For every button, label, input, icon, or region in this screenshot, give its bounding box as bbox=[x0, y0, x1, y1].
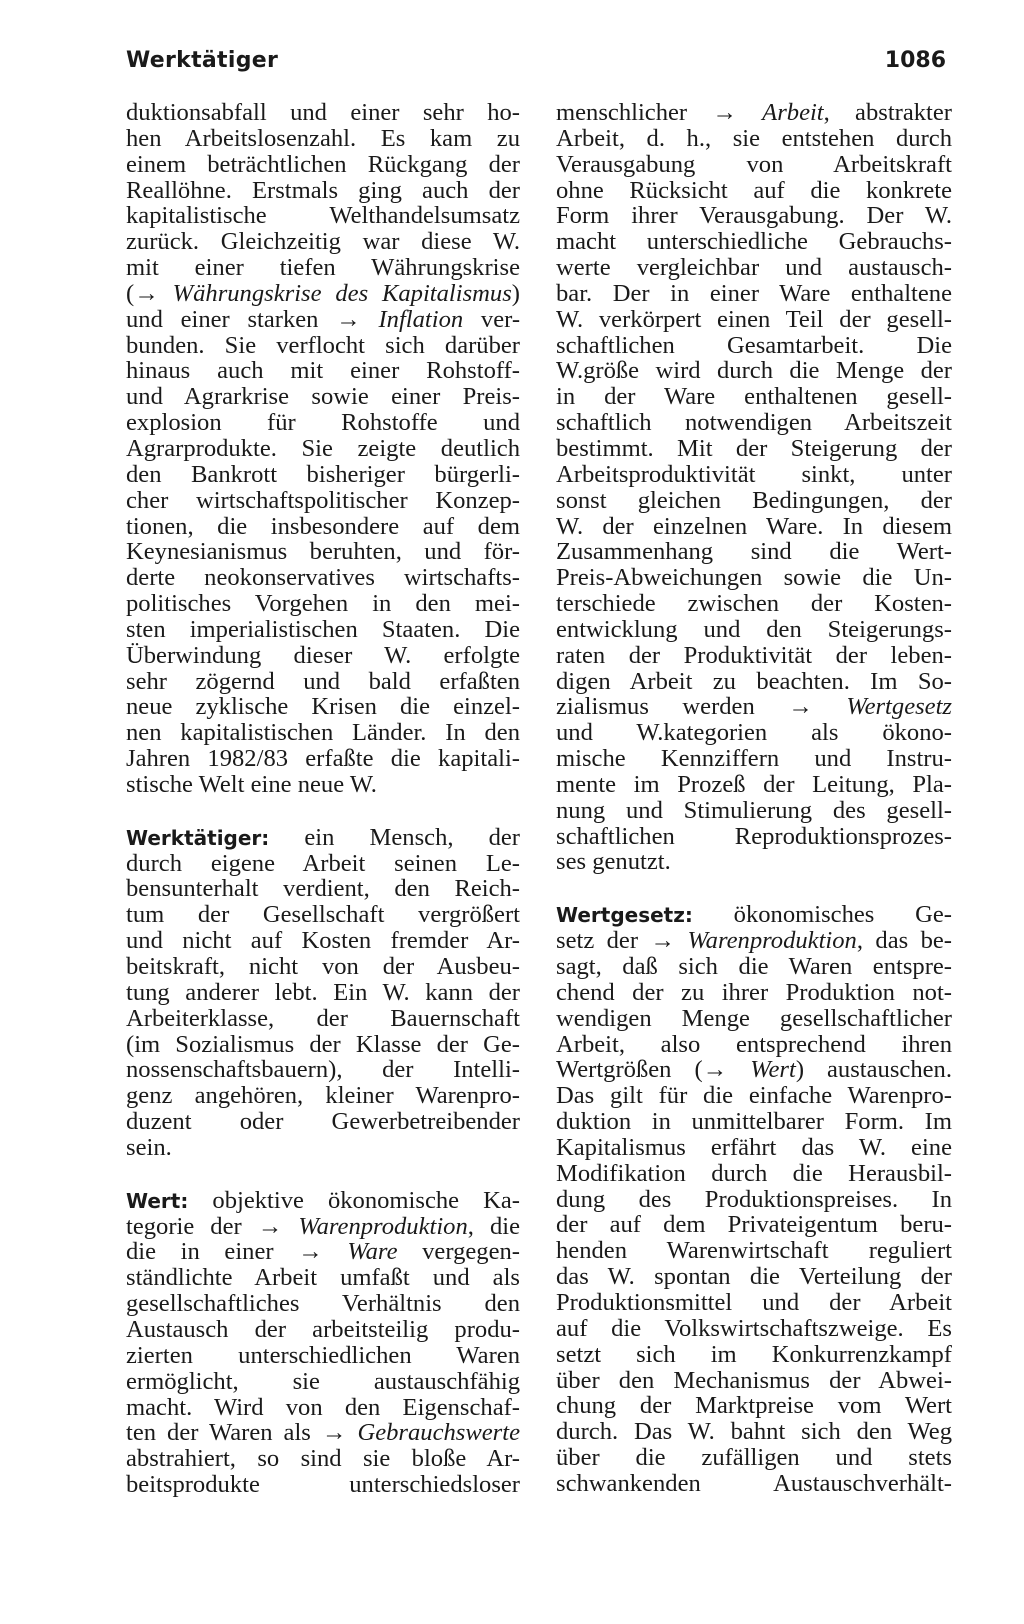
entry-first-line bbox=[556, 902, 952, 928]
entry-first-line-text: objektive ökonomische Ka- bbox=[212, 1186, 520, 1214]
text-line: Arbeit, d. h., sie entstehen durch bbox=[556, 124, 952, 152]
text-line: terschiede zwischen der Kosten- bbox=[556, 590, 952, 618]
text-line: entwicklung und den Steigerungs- bbox=[556, 615, 952, 643]
text-line: und Agrarkrise sowie einer Preis- bbox=[126, 383, 520, 411]
text-line: Reallöhne. Erstmals ging auch der bbox=[126, 176, 520, 204]
text-line: genz angehören, kleiner Warenpro- bbox=[126, 1082, 520, 1110]
text-line: digen Arbeit zu beachten. Im So- bbox=[556, 667, 952, 695]
text-line: in der Ware enthaltenen gesell- bbox=[556, 383, 952, 411]
text-line: Modifikation durch die Herausbil- bbox=[556, 1159, 952, 1187]
text-line: über den Mechanismus der Abwei- bbox=[556, 1366, 952, 1394]
entry-first-line bbox=[126, 1188, 520, 1214]
text-line: Produktionsmittel und der Arbeit bbox=[556, 1288, 952, 1316]
text-line: bunden. Sie verflocht sich darüber bbox=[126, 331, 520, 359]
text-line: zialismus werden → Wertgesetz bbox=[556, 693, 952, 721]
text-line: durch eigene Arbeit seinen Le- bbox=[126, 849, 520, 877]
text-line: henden Warenwirtschaft reguliert bbox=[556, 1237, 952, 1265]
text-line: sagt, daß sich die Waren entspre- bbox=[556, 953, 952, 980]
text-line: das W. spontan die Verteilung der bbox=[556, 1263, 952, 1291]
text-line: ses genutzt. bbox=[556, 848, 671, 876]
text-line: bensunterhalt verdient, den Reich- bbox=[126, 875, 520, 903]
text-line: und einer starken → Inflation ver- bbox=[126, 305, 521, 333]
text-line: auf die Volkswirtschaftszweige. Es bbox=[556, 1314, 952, 1342]
text-line: und nicht auf Kosten fremder Ar- bbox=[126, 927, 520, 955]
text-line: mische Kennziffern und Instru- bbox=[556, 745, 952, 773]
text-line: werte vergleichbar und austausch- bbox=[556, 254, 952, 282]
text-line: schwankenden Austauschverhält- bbox=[556, 1469, 952, 1497]
text-line: raten der Produktivität der leben- bbox=[556, 641, 952, 669]
text-line: Arbeit, also entsprechend ihren bbox=[556, 1030, 952, 1058]
entry-wert bbox=[126, 1188, 520, 1498]
text-line: kapitalistische Welthandelsumsatz bbox=[126, 202, 520, 230]
text-line: mit einer tiefen Währungskrise bbox=[126, 254, 520, 282]
text-line: sehr zögernd und bald erfaßten bbox=[126, 667, 520, 695]
text-line: Zusammenhang sind die Wert- bbox=[556, 538, 952, 566]
text-line: W.größe wird durch die Menge der bbox=[556, 357, 952, 385]
text-line: sten imperialistischen Staaten. Die bbox=[126, 615, 520, 643]
text-line: schaftlich notwendigen Arbeitszeit bbox=[556, 409, 952, 437]
text-line: Keynesianismus beruhten, und för- bbox=[126, 538, 520, 566]
text-line: ermöglicht, sie austauschfähig bbox=[126, 1367, 520, 1395]
entry-term: Wert: bbox=[126, 1188, 189, 1213]
text-line: zierten unterschiedlichen Waren bbox=[126, 1341, 520, 1369]
text-line: gesellschaftliches Verhältnis den bbox=[126, 1290, 520, 1318]
text-line: duktion in unmittelbarer Form. Im bbox=[556, 1108, 952, 1136]
entry-term: Wertgesetz: bbox=[556, 903, 693, 928]
text-line: zurück. Gleichzeitig war diese W. bbox=[126, 228, 520, 256]
text-line: ohne Rücksicht auf die konkrete bbox=[556, 176, 952, 204]
text-line: Überwindung dieser W. erfolgte bbox=[126, 641, 520, 669]
text-line: setzt sich im Konkurrenzkampf bbox=[556, 1340, 952, 1368]
text-line: Das gilt für die einfache Warenpro- bbox=[556, 1082, 952, 1110]
text-line: hinaus auch mit einer Rohstoff- bbox=[126, 357, 520, 385]
text-line: der auf dem Privateigentum beru- bbox=[556, 1211, 952, 1239]
text-line: (→ Währungskrise des Kapitalismus) bbox=[126, 279, 520, 307]
text-line: neue zyklische Krisen die einzel- bbox=[126, 693, 520, 721]
text-line: macht. Wird von den Eigenschaf- bbox=[126, 1393, 520, 1421]
text-line: schaftlichen Reproduktionsprozes- bbox=[556, 822, 952, 850]
text-line: schaftlichen Gesamtarbeit. Die bbox=[556, 331, 952, 359]
text-line: nung und Stimulierung des gesell- bbox=[556, 796, 952, 824]
text-line: nen kapitalistischen Länder. In den bbox=[126, 719, 520, 747]
text-line: mente im Prozeß der Leitung, Pla- bbox=[556, 770, 952, 798]
text-line: tionen, die insbesondere auf dem bbox=[126, 512, 520, 540]
entry-first-line-text: ökonomisches Ge- bbox=[733, 901, 952, 929]
text-line: Verausgabung von Arbeitskraft bbox=[556, 150, 952, 178]
text-line: dung des Produktionspreises. In bbox=[556, 1185, 952, 1213]
text-line: W. verkörpert einen Teil der gesell- bbox=[556, 305, 952, 333]
text-line: explosion für Rohstoffe und bbox=[126, 409, 520, 437]
running-header-word: Werktätiger bbox=[126, 48, 279, 73]
text-line: und W.kategorien als ökono- bbox=[556, 719, 952, 747]
text-line: politisches Vorgehen in den mei- bbox=[126, 590, 520, 618]
right-column bbox=[556, 100, 952, 1497]
text-line: Agrarprodukte. Sie zeigte deutlich bbox=[126, 434, 520, 462]
text-line: abstrahiert, so sind sie bloße Ar- bbox=[126, 1445, 520, 1473]
text-line: Jahren 1982/83 erfaßte die kapitali- bbox=[126, 745, 520, 773]
text-line: über die zufälligen und stets bbox=[556, 1444, 952, 1472]
text-line: duzent oder Gewerbetreibender bbox=[126, 1108, 520, 1136]
text-line: Arbeitsproduktivität sinkt, unter bbox=[556, 460, 952, 488]
text-line: macht unterschiedliche Gebrauchs- bbox=[556, 228, 952, 256]
text-line: Form ihrer Verausgabung. Der W. bbox=[556, 202, 952, 230]
text-line: nossenschaftsbauern), der Intelli- bbox=[126, 1056, 520, 1084]
text-line: W. der einzelnen Ware. In diesem bbox=[556, 512, 952, 540]
text-line: stische Welt eine neue W. bbox=[126, 770, 377, 798]
text-line: beitskraft, nicht von der Ausbeu- bbox=[126, 953, 520, 980]
text-line: ten der Waren als → Gebrauchswerte bbox=[126, 1419, 520, 1447]
text-line: Austausch der arbeitsteilig produ- bbox=[126, 1315, 520, 1343]
text-line: wendigen Menge gesellschaftlicher bbox=[556, 1004, 952, 1032]
left-column bbox=[126, 100, 520, 1498]
entry-first-line bbox=[126, 825, 520, 851]
text-line: durch. Das W. bahnt sich den Weg bbox=[556, 1418, 952, 1446]
text-line: setz der → Warenproduktion, das be- bbox=[556, 927, 952, 955]
text-line: die in einer → Ware vergegen- bbox=[126, 1238, 520, 1266]
text-line: Kapitalismus erfährt das W. eine bbox=[556, 1133, 952, 1161]
text-line: duktionsabfall und einer sehr ho- bbox=[126, 99, 520, 126]
text-line: (im Sozialismus der Klasse der Ge- bbox=[126, 1030, 520, 1058]
entry-first-line-text: ein Mensch, der bbox=[304, 823, 520, 851]
text-line: tung anderer lebt. Ein W. kann der bbox=[126, 978, 520, 1006]
text-line: den Bankrott bisheriger bürgerli- bbox=[126, 460, 520, 488]
entry-wertgesetz bbox=[556, 902, 952, 1496]
text-line: bestimmt. Mit der Steigerung der bbox=[556, 434, 952, 462]
text-line: einem beträchtlichen Rückgang der bbox=[126, 150, 520, 178]
text-line: tegorie der → Warenproduktion, die bbox=[126, 1212, 520, 1240]
page-number: 1086 bbox=[884, 48, 946, 73]
text-line: tum der Gesellschaft vergrößert bbox=[126, 901, 520, 929]
text-line: beitsprodukte unterschiedsloser bbox=[126, 1471, 520, 1499]
entry-term: Werktätiger: bbox=[126, 825, 270, 850]
text-line: menschlicher → Arbeit, abstrakter bbox=[556, 99, 952, 126]
text-line: sein. bbox=[126, 1133, 172, 1161]
continuation-paragraph bbox=[556, 100, 952, 875]
text-line: chend der zu ihrer Produktion not- bbox=[556, 978, 952, 1006]
text-line: derte neokonservatives wirtschafts- bbox=[126, 564, 520, 592]
text-line: Preis-Abweichungen sowie die Un- bbox=[556, 564, 952, 592]
text-line: bar. Der in einer Ware enthaltene bbox=[556, 279, 952, 307]
text-line: hen Arbeitslosenzahl. Es kam zu bbox=[126, 124, 520, 152]
text-line: chung der Marktpreise vom Wert bbox=[556, 1392, 952, 1420]
text-line: Wertgrößen (→ Wert) austauschen. bbox=[556, 1056, 952, 1084]
text-line: sonst gleichen Bedingungen, der bbox=[556, 486, 952, 514]
continuation-paragraph bbox=[126, 100, 520, 798]
entry-werktaetiger bbox=[126, 825, 520, 1161]
text-line: Arbeiterklasse, der Bauernschaft bbox=[126, 1004, 520, 1032]
text-line: cher wirtschaftspolitischer Konzep- bbox=[126, 486, 520, 514]
text-line: ständlichte Arbeit umfaßt und als bbox=[126, 1264, 520, 1292]
